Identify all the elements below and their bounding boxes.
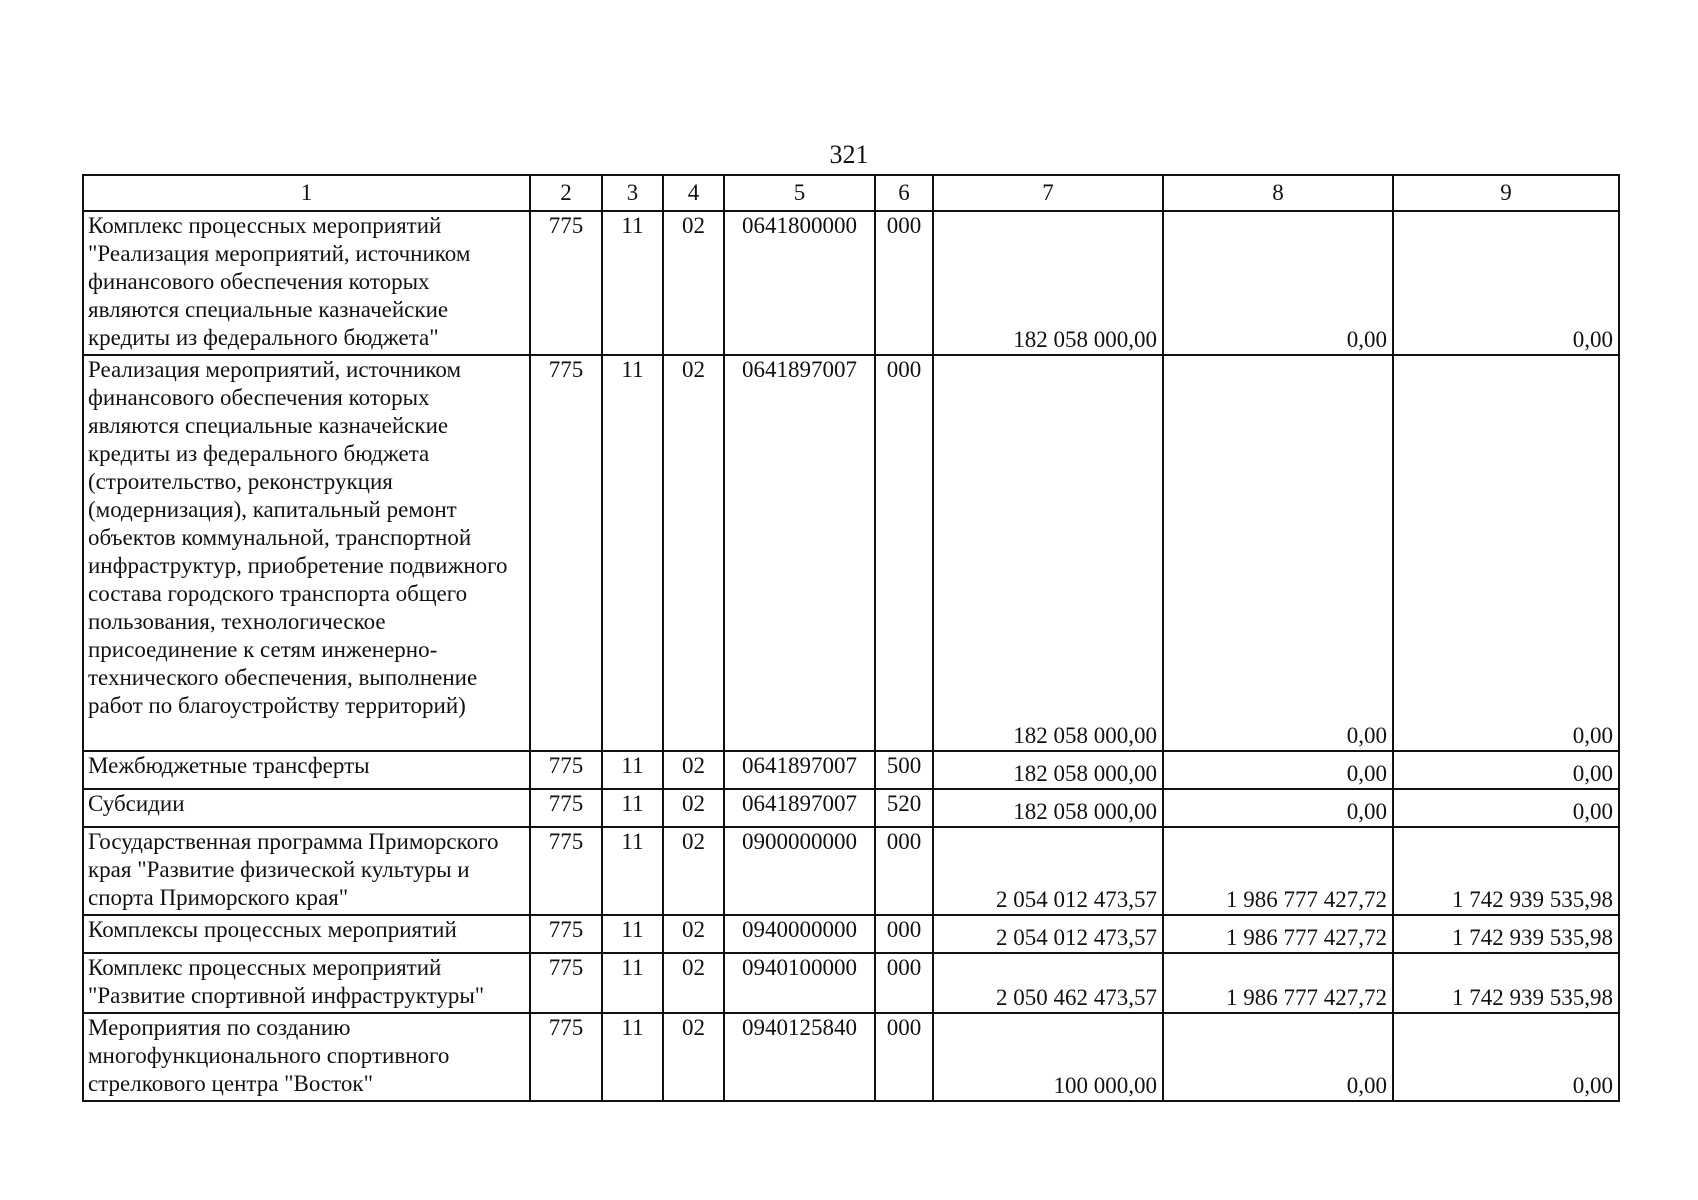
row-code-target: 0940000000	[724, 915, 875, 953]
row-amount-col8: 1 986 777 427,72	[1163, 953, 1393, 1013]
header-col-7: 7	[933, 175, 1163, 211]
row-code-section: 11	[602, 355, 663, 751]
row-code-ministry: 775	[530, 827, 602, 915]
row-amount-col8: 1 986 777 427,72	[1163, 915, 1393, 953]
row-code-section: 11	[602, 751, 663, 789]
row-code-section: 11	[602, 915, 663, 953]
row-name: Государственная программа Приморского края "Развитие физической культуры и спорта Приморского края"	[83, 827, 530, 915]
row-name: Комплекс процессных мероприятий "Реализация мероприятий, источником финансового обеспечения которых являются специальные казначейские кредиты из федерального бюджета"	[83, 211, 530, 355]
row-amount-col9: 1 742 939 535,98	[1393, 953, 1619, 1013]
row-code-ministry: 775	[530, 915, 602, 953]
table-row	[83, 827, 1619, 915]
row-amount-col9: 0,00	[1393, 789, 1619, 827]
row-code-section: 11	[602, 789, 663, 827]
row-amount-col7: 182 058 000,00	[933, 211, 1163, 355]
row-amount-col8: 1 986 777 427,72	[1163, 827, 1393, 915]
row-code-ministry: 775	[530, 789, 602, 827]
row-amount-col7: 2 054 012 473,57	[933, 827, 1163, 915]
row-amount-col7: 100 000,00	[933, 1013, 1163, 1101]
row-code-expense-type: 000	[875, 1013, 933, 1101]
row-amount-col9: 0,00	[1393, 1013, 1619, 1101]
row-amount-col8: 0,00	[1163, 211, 1393, 355]
row-code-ministry: 775	[530, 953, 602, 1013]
row-amount-col8: 0,00	[1163, 751, 1393, 789]
row-code-expense-type: 500	[875, 751, 933, 789]
row-amount-col8: 0,00	[1163, 1013, 1393, 1101]
row-code-subsection: 02	[663, 355, 724, 751]
row-code-target: 0641800000	[724, 211, 875, 355]
row-code-target: 0641897007	[724, 751, 875, 789]
header-col-3: 3	[602, 175, 663, 211]
row-code-ministry: 775	[530, 355, 602, 751]
row-code-target: 0900000000	[724, 827, 875, 915]
row-code-ministry: 775	[530, 1013, 602, 1101]
table-row	[83, 1013, 1619, 1101]
row-code-expense-type: 000	[875, 953, 933, 1013]
row-code-target: 0641897007	[724, 789, 875, 827]
row-name: Комплексы процессных мероприятий	[83, 915, 530, 953]
header-row	[83, 175, 1619, 211]
row-name: Комплекс процессных мероприятий "Развитие спортивной инфраструктуры"	[83, 953, 530, 1013]
row-code-section: 11	[602, 953, 663, 1013]
row-code-subsection: 02	[663, 211, 724, 355]
header-col-2: 2	[530, 175, 602, 211]
table-row	[83, 953, 1619, 1013]
row-code-section: 11	[602, 827, 663, 915]
row-amount-col7: 182 058 000,00	[933, 789, 1163, 827]
row-amount-col7: 2 050 462 473,57	[933, 953, 1163, 1013]
row-code-expense-type: 000	[875, 211, 933, 355]
row-code-target: 0641897007	[724, 355, 875, 751]
table-row	[83, 355, 1619, 751]
row-code-expense-type: 000	[875, 355, 933, 751]
row-amount-col9: 0,00	[1393, 211, 1619, 355]
header-col-1: 1	[83, 175, 530, 211]
row-amount-col7: 182 058 000,00	[933, 751, 1163, 789]
header-col-9: 9	[1393, 175, 1619, 211]
row-code-expense-type: 520	[875, 789, 933, 827]
row-name: Межбюджетные трансферты	[83, 751, 530, 789]
row-code-target: 0940125840	[724, 1013, 875, 1101]
page-number: 321	[829, 140, 869, 169]
table-row	[83, 211, 1619, 355]
row-amount-col9: 0,00	[1393, 751, 1619, 789]
budget-table	[82, 174, 1620, 1102]
table-row	[83, 915, 1619, 953]
row-code-subsection: 02	[663, 751, 724, 789]
row-code-subsection: 02	[663, 789, 724, 827]
row-name: Мероприятия по созданию многофункционального спортивного стрелкового центра "Восток"	[83, 1013, 530, 1101]
row-amount-col9: 0,00	[1393, 355, 1619, 751]
row-code-subsection: 02	[663, 953, 724, 1013]
row-amount-col7: 182 058 000,00	[933, 355, 1163, 751]
table-row	[83, 751, 1619, 789]
row-amount-col8: 0,00	[1163, 355, 1393, 751]
row-amount-col7: 2 054 012 473,57	[933, 915, 1163, 953]
header-col-4: 4	[663, 175, 724, 211]
header-col-8: 8	[1163, 175, 1393, 211]
row-code-subsection: 02	[663, 915, 724, 953]
row-amount-col8: 0,00	[1163, 789, 1393, 827]
row-code-subsection: 02	[663, 827, 724, 915]
row-code-ministry: 775	[530, 211, 602, 355]
row-code-expense-type: 000	[875, 827, 933, 915]
row-code-section: 11	[602, 1013, 663, 1101]
row-code-expense-type: 000	[875, 915, 933, 953]
row-amount-col9: 1 742 939 535,98	[1393, 827, 1619, 915]
table-row	[83, 789, 1619, 827]
header-col-5: 5	[724, 175, 875, 211]
row-name: Реализация мероприятий, источником финансового обеспечения которых являются специальные казначейские кредиты из федерального бюджета (строительство, реконструкция (модернизация), капитальный ремонт объектов коммунальной, транспортной инфраструктур, приобретение подвижного состава городского транспорта общего пользования, технологическое присоединение к сетям инженерно-технического обеспечения, выполнение работ по благоустройству территорий)	[83, 355, 530, 751]
row-code-subsection: 02	[663, 1013, 724, 1101]
row-code-target: 0940100000	[724, 953, 875, 1013]
header-col-6: 6	[875, 175, 933, 211]
row-name: Субсидии	[83, 789, 530, 827]
row-code-ministry: 775	[530, 751, 602, 789]
row-code-section: 11	[602, 211, 663, 355]
row-amount-col9: 1 742 939 535,98	[1393, 915, 1619, 953]
